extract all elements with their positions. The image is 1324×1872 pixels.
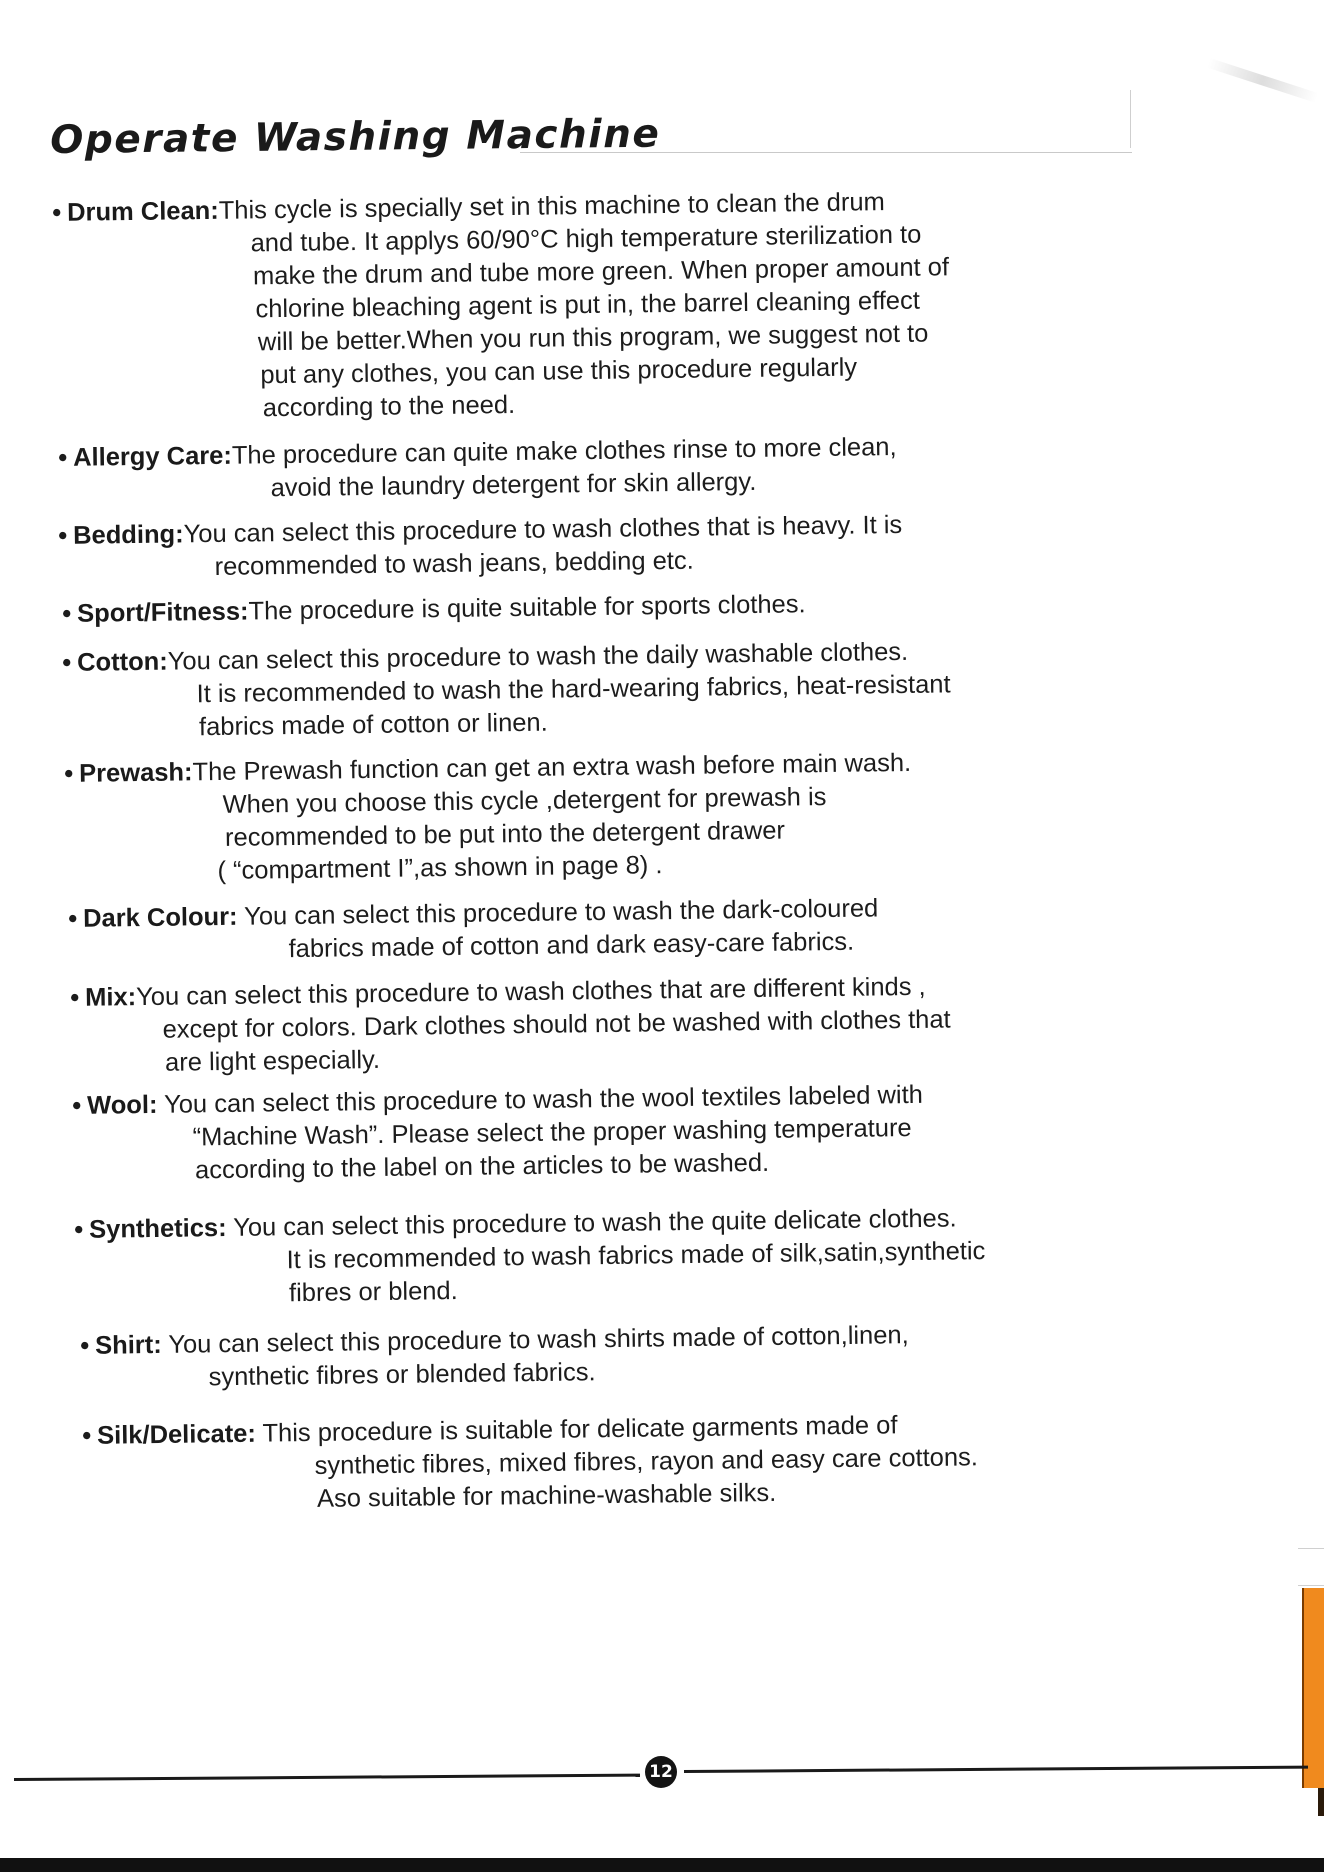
- description-line: You can select this procedure to wash clothes that is heavy. It is: [183, 510, 903, 549]
- program-term: Sport/Fitness:: [76, 597, 249, 628]
- description-line: ( “compartment I”,as shown in page 8) .: [217, 851, 663, 885]
- description-line: except for colors. Dark clothes should not be washed with clothes that: [162, 1005, 951, 1044]
- bullet-icon: •: [74, 1215, 84, 1244]
- description-line: make the drum and tube more green. When proper amount of: [252, 253, 950, 291]
- program-term: Dark Colour:: [82, 902, 238, 933]
- program-entry-wool: [72, 1075, 1193, 1189]
- description-line: recommended to be put into the detergent drawer: [224, 816, 786, 852]
- bullet-icon: •: [58, 521, 68, 550]
- description-line: Aso suitable for machine-washable silks.: [316, 1478, 777, 1513]
- scan-bottom-edge: [0, 1858, 1324, 1872]
- page-number: 12: [645, 1756, 677, 1788]
- program-entry-prewash: [64, 743, 1186, 890]
- description-line: and tube. It applys 60/90°C high temperature sterilization to: [250, 220, 922, 258]
- description-line: You can select this procedure to wash the wool textiles labeled with: [157, 1080, 924, 1119]
- description-line: according to the need.: [262, 390, 516, 423]
- program-entry-cotton: [62, 632, 1183, 746]
- description-line: fabrics made of cotton or linen.: [198, 708, 548, 742]
- bullet-icon: •: [68, 904, 78, 933]
- description-line: recommended to wash jeans, bedding etc.: [214, 546, 694, 581]
- program-entry-bedding: [58, 505, 1179, 586]
- description-line: are light especially.: [164, 1045, 381, 1077]
- program-term: Allergy Care:: [72, 441, 233, 472]
- description-line: You can select this procedure to wash clothes that are different kinds ,: [135, 972, 926, 1012]
- description-line: put any clothes, you can use this procedure regularly: [260, 353, 858, 390]
- description-line: You can select this procedure to wash the quite delicate clothes.: [226, 1204, 957, 1243]
- program-term: Cotton:: [76, 647, 168, 677]
- description-line: The procedure can quite make clothes rinse to more clean,: [231, 433, 897, 470]
- program-term: Prewash:: [78, 758, 193, 788]
- program-entry-allergy-care: [58, 427, 1179, 508]
- program-term: Silk/Delicate:: [96, 1419, 257, 1450]
- description-line: You can select this procedure to wash shirts made of cotton,linen,: [161, 1321, 909, 1359]
- program-entry-mix: [70, 967, 1191, 1081]
- program-term: Mix:: [84, 983, 137, 1012]
- bullet-icon: •: [82, 1421, 92, 1450]
- description-line: fabrics made of cotton and dark easy-care fabrics.: [288, 927, 855, 964]
- program-entry-synthetics: [74, 1199, 1195, 1313]
- description-line: “Machine Wash”. Please select the proper washing temperature: [192, 1114, 912, 1152]
- program-term: Bedding:: [72, 520, 184, 550]
- description-line: It is recommended to wash fabrics made of silk,satin,synthetic: [286, 1237, 986, 1275]
- program-entry-drum-clean: [52, 182, 1175, 428]
- description-line: This cycle is specially set in this machine to clean the drum: [218, 188, 885, 225]
- page-title: Operate Washing Machine: [50, 111, 661, 163]
- bullet-icon: •: [58, 443, 68, 472]
- program-entry-sport-fitness: [62, 583, 1182, 631]
- page-tab-edge: [1298, 1548, 1324, 1586]
- program-entry-dark-colour: [68, 888, 1189, 969]
- orange-section-tab: [1302, 1588, 1324, 1788]
- description-line: avoid the laundry detergent for skin allergy.: [270, 467, 757, 503]
- description-line: according to the label on the articles to be washed.: [194, 1148, 770, 1185]
- description-line: synthetic fibres, mixed fibres, rayon and easy care cottons.: [314, 1443, 979, 1480]
- program-entry-shirt: [80, 1315, 1201, 1396]
- description-line: You can select this procedure to wash the dark-coloured: [237, 894, 879, 931]
- program-entry-silk-delicate: [82, 1405, 1203, 1519]
- program-term: Wool:: [86, 1090, 158, 1120]
- description-line: The procedure is quite suitable for sports clothes.: [248, 590, 806, 626]
- bullet-icon: •: [70, 983, 80, 1012]
- description-line: will be better.When you run this program, we suggest not to: [257, 319, 929, 357]
- tab-shadow: [1318, 1788, 1324, 1816]
- description-line: It is recommended to wash the hard-wearing fabrics, heat-resistant: [196, 670, 951, 709]
- bullet-icon: •: [62, 599, 72, 628]
- bullet-icon: •: [72, 1091, 82, 1120]
- description-line: chlorine bleaching agent is put in, the barrel cleaning effect: [255, 286, 921, 324]
- description-line: This procedure is suitable for delicate garments made of: [255, 1411, 898, 1448]
- bullet-icon: •: [52, 198, 62, 227]
- bullet-icon: •: [62, 648, 72, 677]
- program-term: Drum Clean:: [66, 196, 219, 227]
- program-term: Shirt:: [94, 1330, 162, 1360]
- description-line: You can select this procedure to wash the daily washable clothes.: [167, 637, 909, 676]
- description-line: The Prewash function can get an extra wash before main wash.: [192, 748, 912, 787]
- description-line: fibres or blend.: [288, 1276, 458, 1308]
- bullet-icon: •: [64, 759, 74, 788]
- bullet-icon: •: [80, 1331, 90, 1360]
- description-line: synthetic fibres or blended fabrics.: [208, 1358, 596, 1392]
- program-term: Synthetics:: [88, 1214, 227, 1244]
- description-line: When you choose this cycle ,detergent for prewash is: [222, 783, 827, 819]
